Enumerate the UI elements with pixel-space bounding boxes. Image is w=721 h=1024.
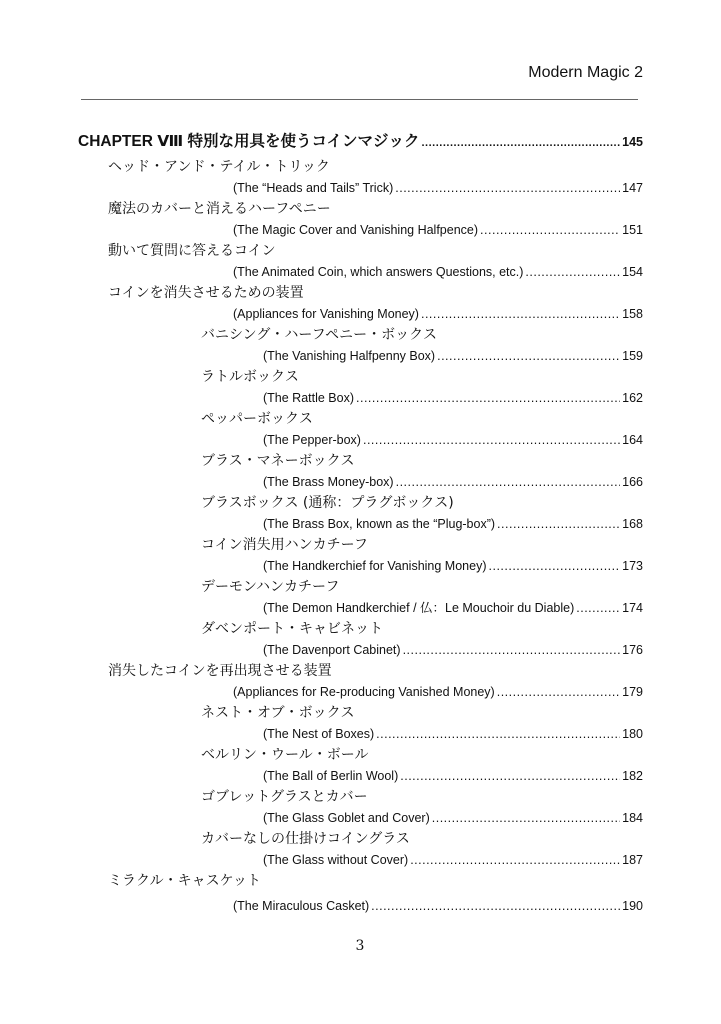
toc-entry-page-number: 151	[622, 223, 643, 237]
dot-leader	[497, 514, 620, 534]
toc-entry-page-number: 173	[622, 559, 643, 573]
toc-entry-english-title: (The Vanishing Halfpenny Box)	[263, 349, 436, 363]
toc-entry-english-title: (The Rattle Box)	[263, 391, 355, 405]
toc-entry-english-title: (Appliances for Vanishing Money)	[233, 307, 419, 321]
toc-entry-japanese-title: ブラスボックス (通称：プラグボックス)	[201, 495, 454, 511]
toc-entry-page-number: 180	[622, 727, 643, 741]
toc-entry-page-number: 147	[622, 181, 643, 195]
toc-entry-english-title: (The Davenport Cabinet)	[263, 643, 401, 657]
toc-entry-row[interactable]	[233, 896, 643, 916]
toc-entry-japanese-title: ベルリン・ウール・ボール	[201, 747, 369, 763]
toc-entry-japanese-title: ネスト・オブ・ボックス	[201, 705, 355, 721]
toc-entry-page-number: 187	[622, 853, 643, 867]
dot-leader	[363, 430, 620, 450]
toc-entry-row[interactable]	[233, 262, 643, 282]
toc-entry-english-title: (The Handkerchief for Vanishing Money)	[263, 559, 487, 573]
toc-entry-page-number: 179	[622, 685, 643, 699]
dot-leader	[396, 472, 621, 492]
toc-entry-page-number: 190	[622, 899, 643, 913]
dot-leader	[395, 178, 620, 198]
toc-entry-english-title: (The Ball of Berlin Wool)	[263, 769, 399, 783]
toc-entry-japanese-title: ミラクル・キャスケット	[108, 873, 261, 889]
dot-leader	[576, 598, 620, 618]
toc-entry-english-title: (The Nest of Boxes)	[263, 727, 375, 741]
page-number: 3	[355, 938, 365, 954]
toc-entry-page-number: 158	[622, 307, 643, 321]
toc-entry-page-number: 176	[622, 643, 643, 657]
toc-entry-page-number: 184	[622, 811, 643, 825]
toc-entry-row[interactable]	[263, 640, 643, 660]
toc-entry-page-number: 159	[622, 349, 643, 363]
chapter-heading: CHAPTER Ⅷ 特別な用具を使うコインマジック	[78, 133, 420, 150]
toc-entry-japanese-title: コインを消失させるための装置	[108, 285, 304, 301]
dot-leader	[525, 262, 620, 282]
toc-entry-row[interactable]	[263, 430, 643, 450]
toc-entry-row[interactable]	[263, 346, 643, 366]
toc-entry-japanese-title: コイン消失用ハンカチーフ	[201, 537, 368, 553]
toc-entry-japanese-title: ラトルボックス	[201, 369, 299, 385]
toc-entry-japanese-title: ゴブレットグラスとカバー	[201, 789, 368, 805]
toc-entry-english-title: (The Magic Cover and Vanishing Halfpence)	[233, 223, 479, 237]
dot-leader	[356, 388, 620, 408]
toc-entry-english-title: (The Demon Handkerchief / 仏：Le Mouchoir du Diable)	[263, 601, 575, 615]
toc-entry-english-title: (The Brass Box, known as the “Plug-box”)	[263, 517, 496, 531]
chapter-page-number: 145	[622, 135, 643, 149]
toc-entry-page-number: 164	[622, 433, 643, 447]
toc-entry-english-title: (The Glass Goblet and Cover)	[263, 811, 430, 825]
toc-entry-row[interactable]	[263, 556, 643, 576]
toc-entry-row[interactable]	[233, 304, 643, 324]
dot-leader	[480, 220, 620, 240]
dot-leader	[403, 640, 621, 660]
toc-entry-row[interactable]	[263, 514, 643, 534]
header-divider	[81, 99, 638, 100]
toc-entry-japanese-title: ブラス・マネーボックス	[201, 453, 355, 469]
toc-entry-page-number: 154	[622, 265, 643, 279]
dot-leader	[497, 682, 620, 702]
toc-entry-japanese-title: ダベンポート・キャビネット	[201, 621, 383, 637]
toc-entry-row[interactable]	[233, 682, 643, 702]
toc-entry-row[interactable]	[263, 766, 643, 786]
toc-entry-japanese-title: 消失したコインを再出現させる装置	[108, 663, 332, 679]
running-header-title: Modern Magic 2	[528, 64, 643, 81]
toc-entry-japanese-title: バニシング・ハーフペニー・ボックス	[201, 327, 437, 343]
toc-entry-row[interactable]	[263, 850, 643, 870]
toc-entry-page-number: 162	[622, 391, 643, 405]
toc-entry-row[interactable]	[233, 220, 643, 240]
toc-entry-english-title: (Appliances for Re-producing Vanished Money)	[233, 685, 495, 699]
toc-entry-english-title: (The Pepper-box)	[263, 433, 361, 447]
dot-leader	[437, 346, 620, 366]
toc-entry-english-title: (The Animated Coin, which answers Questions, etc.)	[233, 265, 524, 279]
toc-entry-row[interactable]	[263, 598, 643, 618]
toc-entry-english-title: (The Miraculous Casket)	[233, 899, 370, 913]
toc-entry-page-number: 174	[622, 601, 643, 615]
toc-entry-japanese-title: デーモンハンカチーフ	[201, 579, 340, 595]
dot-leader	[421, 304, 620, 324]
toc-entry-page-number: 166	[622, 475, 643, 489]
toc-entry-row[interactable]	[263, 808, 643, 828]
toc-entry-page-number: 168	[622, 517, 643, 531]
toc-entry-english-title: (The Glass without Cover)	[263, 853, 409, 867]
toc-entry-row[interactable]	[263, 388, 643, 408]
dot-leader	[422, 133, 621, 153]
toc-entry-japanese-title: 魔法のカバーと消えるハーフペニー	[108, 201, 331, 217]
toc-entry-row[interactable]	[263, 472, 643, 492]
dot-leader	[489, 556, 621, 576]
toc-entry-japanese-title: ペッパーボックス	[201, 411, 313, 427]
chapter-heading-row[interactable]	[78, 132, 643, 152]
toc-entry-row[interactable]	[233, 178, 643, 198]
toc-entry-page-number: 182	[622, 769, 643, 783]
toc-entry-japanese-title: カバーなしの仕掛けコイングラス	[201, 831, 410, 847]
dot-leader	[410, 850, 620, 870]
toc-entry-row[interactable]	[263, 724, 643, 744]
dot-leader	[400, 766, 620, 786]
toc-entry-english-title: (The “Heads and Tails” Trick)	[233, 181, 394, 195]
toc-entry-english-title: (The Brass Money-box)	[263, 475, 394, 489]
dot-leader	[376, 724, 620, 744]
dot-leader	[371, 896, 620, 916]
dot-leader	[432, 808, 620, 828]
toc-entry-japanese-title: 動いて質問に答えるコイン	[108, 243, 276, 259]
toc-entry-japanese-title: ヘッド・アンド・テイル・トリック	[108, 159, 330, 175]
